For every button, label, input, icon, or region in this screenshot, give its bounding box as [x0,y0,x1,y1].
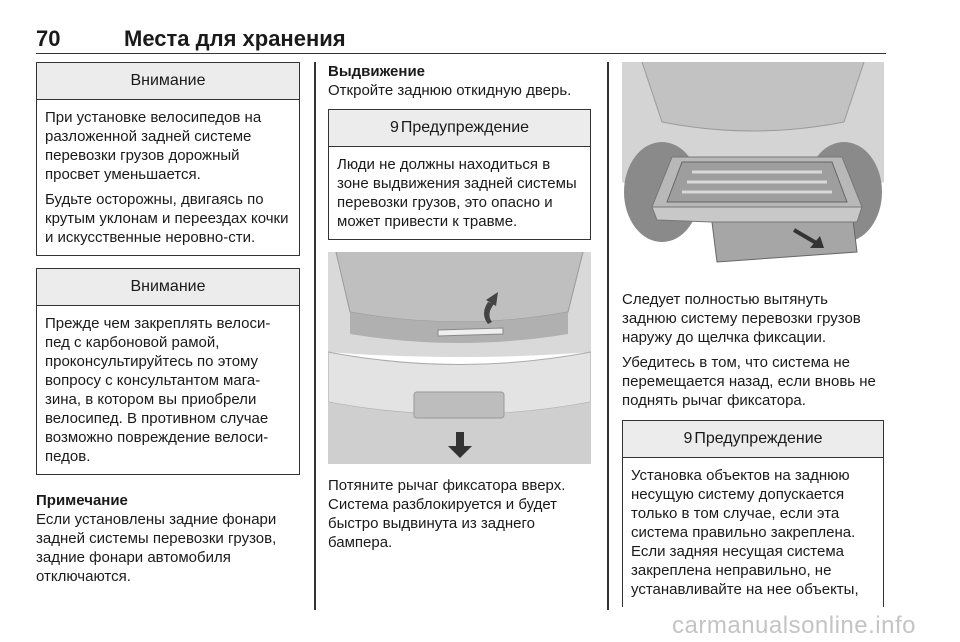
column-divider [314,62,316,610]
paragraph: Убедитесь в том, что система не перемещается назад, если вновь не поднять рычаг фиксатора. [622,354,876,409]
note-section [36,491,300,586]
caution-paragraph: При установке велосипедов на разложенной задней системе перевозки грузов дорожный просвет уменьшается. [45,109,262,183]
figure-carrier [622,62,884,274]
note-title: Примечание [36,492,128,509]
page-header [36,26,886,54]
section-heading: Выдвижение [328,63,426,80]
caution-box [36,62,300,256]
figure-carrier-drawing [622,62,884,274]
caution-box [36,268,300,475]
column-divider [607,62,609,610]
caution-paragraph: Будьте осторожны, двигаясь по крутым уклонам и переездах кочки и искусственные неровно-сти. [45,191,289,246]
warning-box [622,420,884,607]
figure-caption: Потяните рычаг фиксатора вверх. Система разблокируется и будет быстро выдвинута из заднего бампера. [328,477,566,551]
caution-paragraph: Прежде чем закреплять велоси-пед с карбоновой рамой, проконсультируйтесь по этому вопросу с консультантом мага-зина, в котором вы приобрели велосипед. В противном случае возможно повреждение велоси-педов. [45,315,271,465]
warning-icon: 9 [683,430,693,447]
warning-title: Предупреждение [400,119,530,136]
figure-lever [328,252,591,464]
page-number: 70 [36,26,61,51]
page-title: Места для хранения [124,26,346,51]
column-middle [328,62,591,552]
figure-lever-drawing [328,252,591,464]
note-text: Если установлены задние фонари задней системы перевозки грузов, задние фонари автомобиля отключаются. [36,511,277,585]
warning-box [328,109,591,240]
warning-title: Предупреждение [694,430,823,447]
intro-text: Откройте заднюю откидную дверь. [328,82,572,99]
paragraph: Следует полностью вытянуть заднюю систему перевозки грузов наружу до щелчка фиксации. [622,291,861,346]
watermark: carmanualsonline.info [672,612,916,639]
warning-icon: 9 [389,119,399,136]
column-left [36,62,300,586]
caution-title: Внимание [37,269,299,306]
warning-text: Установка объектов на заднюю несущую систему допускается только в том случае, если эта система правильно закреплена. Если задняя несущая система закреплена неправильно, не устанавливайте на нее объекты, [631,467,859,598]
warning-header [329,110,590,147]
warning-text: Люди не должны находиться в зоне выдвижения задней системы перевозки грузов, это опасно и может привести к травме. [337,156,577,230]
caution-title: Внимание [37,63,299,100]
column-right [622,62,884,607]
warning-header [623,421,883,458]
